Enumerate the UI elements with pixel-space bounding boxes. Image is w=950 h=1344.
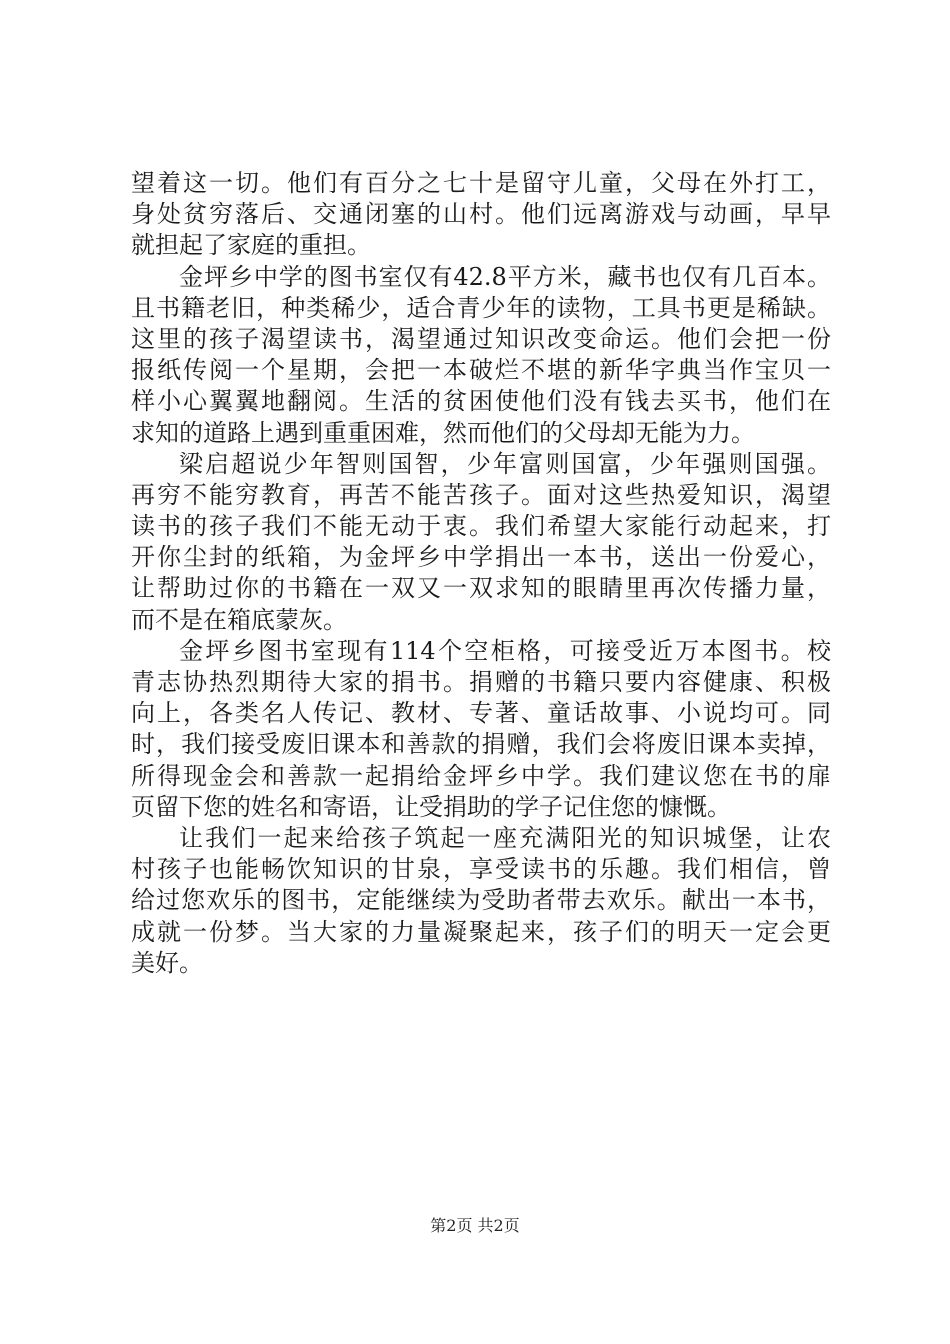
text-line: 金坪乡中学的图书室仅有42.8平方米，藏书也仅有几百本。 (179, 262, 831, 291)
text-line: 村孩子也能畅饮知识的甘泉，享受读书的乐趣。我们相信，曾 (131, 855, 831, 884)
page-footer (0, 1216, 950, 1236)
text-line: 青志协热烈期待大家的捐书。捐赠的书籍只要内容健康、积极 (131, 668, 831, 696)
text-line: 向上，各类名人传记、教材、专著、童话故事、小说均可。同 (131, 699, 831, 728)
text-line: 开你尘封的纸箱，为金坪乡中学捐出一本书，送出一份爱心， (131, 543, 831, 572)
text-line: 且书籍老旧，种类稀少，适合青少年的读物，工具书更是稀缺。 (131, 293, 831, 322)
text-line: 读书的孩子我们不能无动于衷。我们希望大家能行动起来，打 (131, 512, 831, 541)
text-line: 时，我们接受废旧课本和善款的捐赠，我们会将废旧课本卖掉， (131, 730, 831, 759)
text-line: 这里的孩子渴望读书，渴望通过知识改变命运。他们会把一份 (131, 324, 831, 353)
text-line: 就担起了家庭的重担。 (131, 231, 371, 260)
text-line: 求知的道路上遇到重重困难，然而他们的父母却无能为力。 (131, 418, 755, 447)
text-line: 金坪乡图书室现有114个空柜格，可接受近万本图书。校 (179, 636, 831, 665)
text-line: 让我们一起来给孩子筑起一座充满阳光的知识城堡，让农 (179, 823, 831, 852)
document-body (131, 168, 831, 979)
text-line: 给过您欢乐的图书，定能继续为受助者带去欢乐。献出一本书， (131, 886, 831, 915)
text-line: 再穷不能穷教育，再苦不能苦孩子。面对这些热爱知识，渴望 (131, 480, 831, 509)
text-line: 梁启超说少年智则国智，少年富则国富，少年强则国强。 (179, 449, 831, 478)
text-line: 页留下您的姓名和寄语，让受捐助的学子记住您的慷慨。 (131, 792, 731, 821)
page-number-label: 第2页 共2页 (430, 1216, 520, 1235)
text-line: 样小心翼翼地翻阅。生活的贫困使他们没有钱去买书，他们在 (131, 387, 831, 416)
text-line: 而不是在箱底蒙灰。 (131, 605, 347, 634)
text-line: 美好。 (131, 948, 203, 977)
text-line: 所得现金会和善款一起捐给金坪乡中学。我们建议您在书的扉 (131, 761, 831, 790)
text-line: 成就一份梦。当大家的力量凝聚起来，孩子们的明天一定会更 (131, 917, 831, 946)
text-line: 报纸传阅一个星期，会把一本破烂不堪的新华字典当作宝贝一 (131, 356, 831, 385)
text-line: 望着这一切。他们有百分之七十是留守儿童，父母在外打工， (131, 169, 831, 197)
text-line: 身处贫穷落后、交通闭塞的山村。他们远离游戏与动画，早早 (131, 200, 831, 229)
text-line: 让帮助过你的书籍在一双又一双求知的眼睛里再次传播力量， (131, 574, 831, 603)
